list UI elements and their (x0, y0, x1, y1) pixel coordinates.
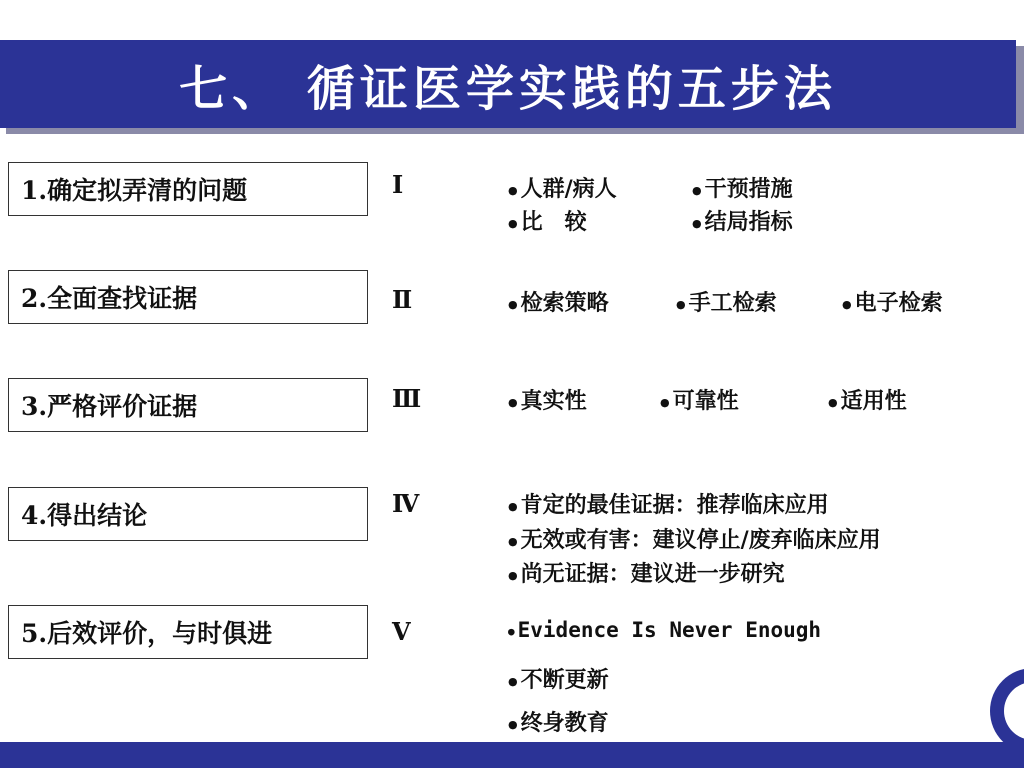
step-5-numeral: Ⅴ (392, 617, 411, 646)
detail-validity: ● 真实性 (508, 384, 587, 415)
step-2-box: 2.全面查找证据 (8, 270, 368, 324)
step-4-numeral: Ⅳ (392, 489, 420, 518)
step-1-numeral: Ⅰ (392, 170, 404, 199)
detail-no-evidence: ● 尚无证据：建议进一步研究 (508, 557, 785, 588)
step-2-numeral: Ⅱ (392, 285, 413, 314)
detail-ineffective: ● 无效或有害：建议停止/废弃临床应用 (508, 523, 881, 554)
step-3-numeral: Ⅲ (392, 384, 422, 413)
step-5-box: 5.后效评价，与时俱进 (8, 605, 368, 659)
detail-search-strategy: ● 检索策略 (508, 286, 609, 317)
detail-intervention: ● 干预措施 (692, 172, 793, 203)
detail-electronic-search: ● 电子检索 (842, 286, 943, 317)
detail-applicability: ● 适用性 (828, 384, 907, 415)
bottom-bar (0, 742, 1024, 768)
detail-manual-search: ● 手工检索 (676, 286, 777, 317)
step-4-box: 4.得出结论 (8, 487, 368, 541)
detail-best-evidence: ● 肯定的最佳证据：推荐临床应用 (508, 488, 829, 519)
detail-outcome: ● 结局指标 (692, 205, 793, 236)
title-bar (0, 40, 1016, 128)
detail-population: ● 人群/病人 (508, 172, 617, 203)
page-title: 七、 循证医学实践的五步法 (179, 60, 837, 117)
detail-continuous-update: ● 不断更新 (508, 663, 609, 694)
detail-evidence-never-enough: ● Evidence Is Never Enough (508, 618, 821, 642)
detail-lifelong-learning: ● 终身教育 (508, 706, 609, 737)
step-3-box: 3.严格评价证据 (8, 378, 368, 432)
detail-comparison: ● 比 较 (508, 205, 587, 236)
step-1-box: 1.确定拟弄清的问题 (8, 162, 368, 216)
detail-reliability: ● 可靠性 (660, 384, 739, 415)
